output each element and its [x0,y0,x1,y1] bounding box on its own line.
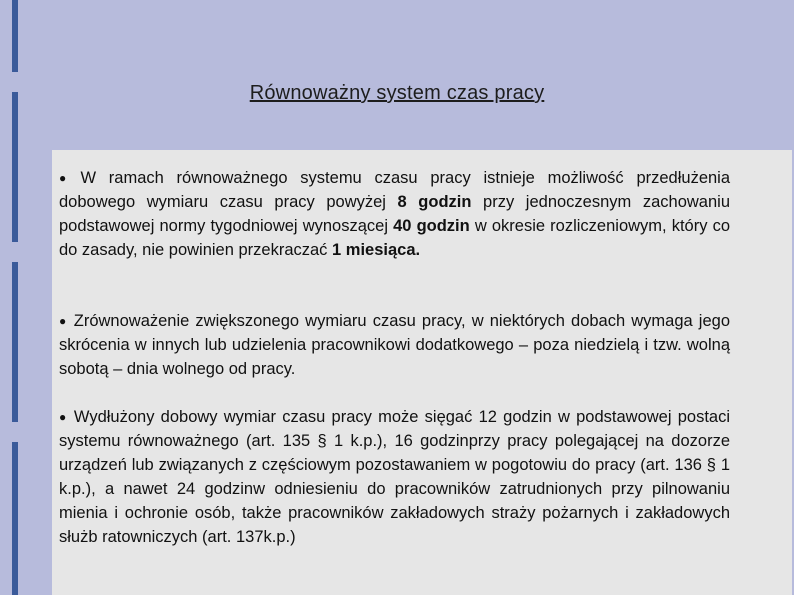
bullet-paragraph [59,166,730,262]
accent-bar [12,262,18,422]
accent-bar [12,442,18,595]
accent-bar [12,92,18,242]
emphasis-hours: 8 godzin [397,193,472,211]
bullet-paragraph [59,309,730,381]
emphasis-weekly-norm: 40 godzin [393,217,470,235]
slide-title: Równoważny system czas pracy [249,82,545,104]
accent-bar [12,0,18,72]
paragraph-text: przy jednoczesnym zachowaniu podstawowej normy tygodniowej wynoszącej [59,193,730,235]
paragraph-text: W ramach równoważnego systemu czasu pracy istnieje możliwość przedłużenia dobowego wymiaru czasu pracy powyżej [59,169,731,211]
bullet-icon: ● [59,171,75,185]
bullet-icon: ● [59,410,68,424]
paragraph-text: w okresie rozliczeniowym, który co do zasady, nie powinien przekraczać [59,217,731,259]
emphasis-period: 1 miesiąca. [332,241,421,259]
paragraph-text: Wydłużony dobowy wymiar czasu pracy może sięgać 12 godzin w podstawowej postaci systemu równoważnego (art. 135 § 1 k.p.), 16 godzinprzy pracy polegającej na dozorze urządzeń lub związanych z częściowym pozostawaniem w pogotowiu do pracy (art. 136 § 1 k.p.), a nawet 24 godzinw odniesieniu do pracowników zatrudnionych przy pilnowaniu mienia i ochronie osób, także pracowników zakładowych straży pożarnych i zakładowych służb ratowniczych (art. 137k.p.) [59,408,731,546]
bullet-paragraph [59,405,730,549]
bullet-icon: ● [59,314,68,328]
paragraph-text: Zrównoważenie zwiększonego wymiaru czasu pracy, w niektórych dobach wymaga jego skrócenia w innych lub udzielenia pracownikowi dodatkowego – poza niedzielą i tzw. wolną sobotą – dnia wolnego od pracy. [59,312,730,378]
